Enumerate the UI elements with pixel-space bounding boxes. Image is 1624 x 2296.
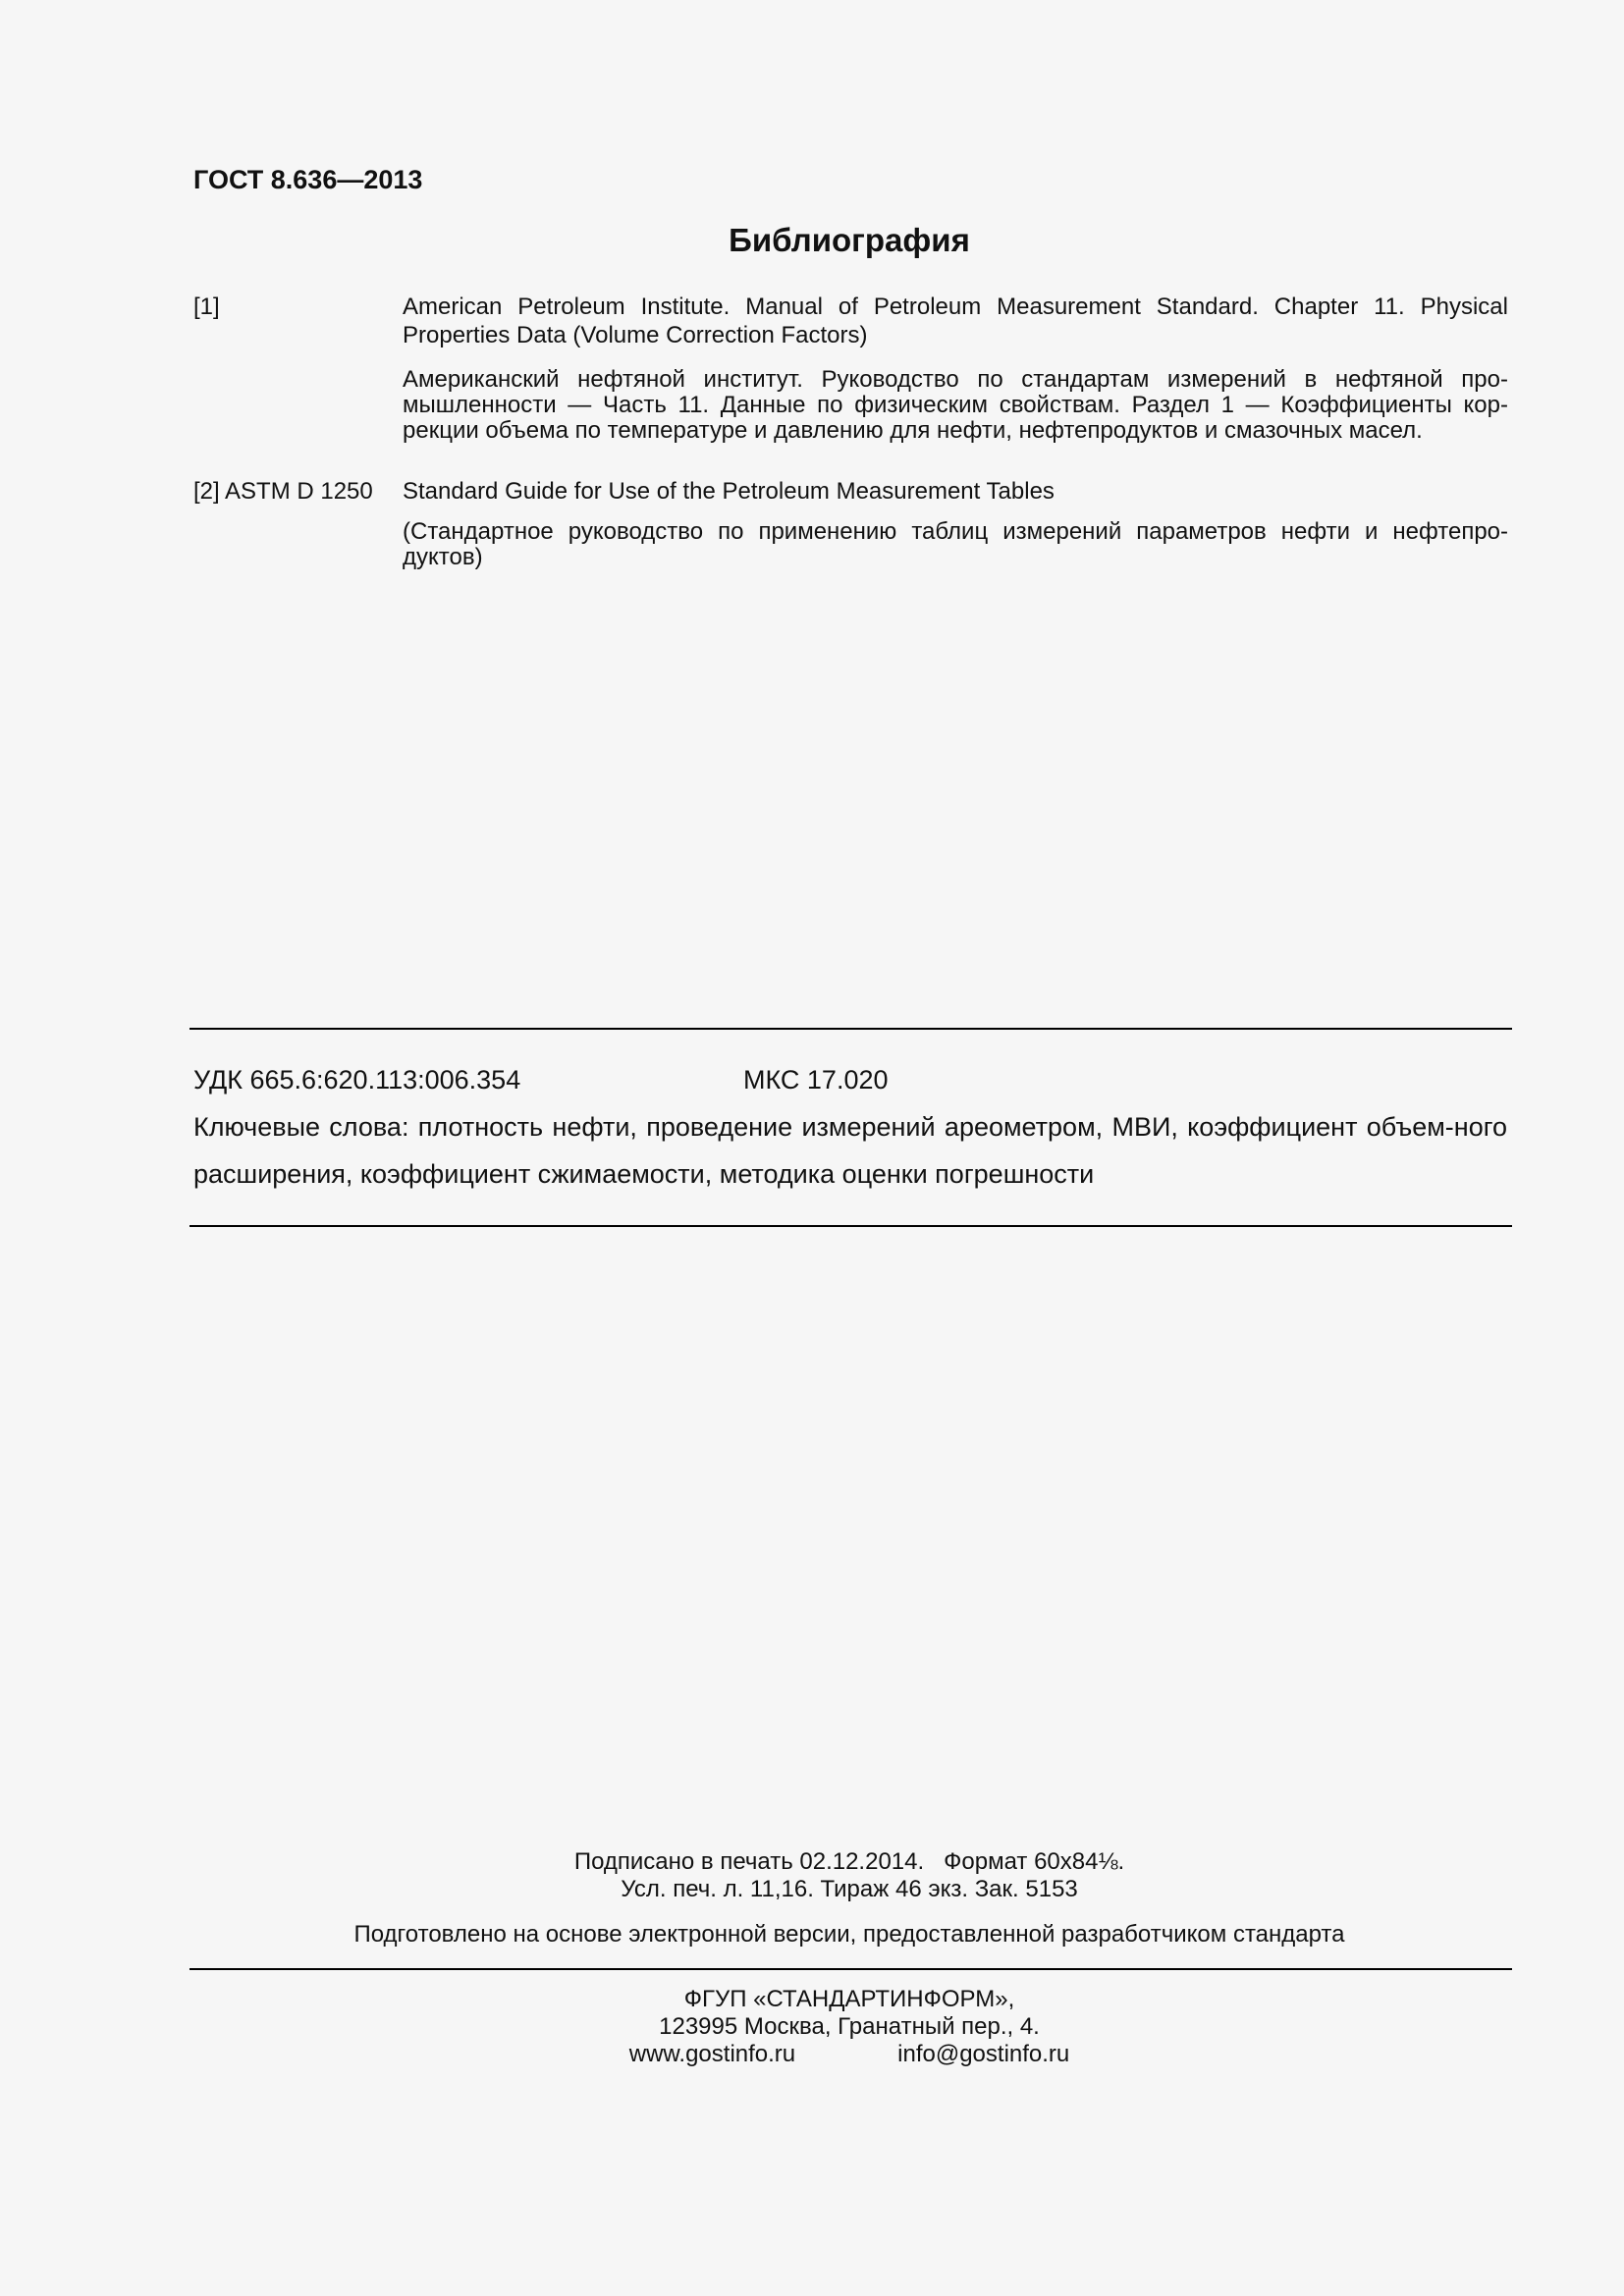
section-title: Библиография xyxy=(729,222,970,258)
document-code-header: ГОСТ 8.636—2013 xyxy=(193,165,423,194)
signed-for-print: Подписано в печать 02.12.2014. Формат 60x84⅛. xyxy=(573,1848,1125,1875)
bib-entry-2-label: [2] ASTM D 1250 xyxy=(193,478,373,505)
publisher-address: 123995 Москва, Гранатный пер., 4. xyxy=(659,2013,1040,2040)
prepared-note: Подготовлено на основе электронной версии, предоставленной разработчиком стандарта xyxy=(353,1921,1345,1948)
bib-entry-2-title: Standard Guide for Use of the Petroleum Measurement Tables xyxy=(403,478,1055,505)
bib-entry-1-translation: Американский нефтяной институт. Руководство по стандартам измерений в нефтяной про-мышленности — Часть 11. Данные по физическим свойствам. Раздел 1 — Коэффициенты кор-рекции объема по температуре и давлению для нефти, нефтепродуктов и смазочных масел. xyxy=(403,366,1508,444)
publisher-contacts xyxy=(0,2041,1624,2068)
divider-footer xyxy=(189,1968,1512,1970)
udk-code: УДК 665.6:620.113:006.354 xyxy=(193,1065,521,1095)
publisher-website-link[interactable]: www.gostinfo.ru xyxy=(628,2041,796,2067)
publisher-block xyxy=(0,1986,1624,2068)
keywords: Ключевые слова: плотность нефти, проведение измерений ареометром, МВИ, коэффициент объем-ного расширения, коэффициент сжимаемости, методика оценки погрешности xyxy=(193,1112,1507,1189)
mks-code: МКС 17.020 xyxy=(743,1065,889,1095)
divider-bottom xyxy=(189,1225,1512,1227)
divider-top xyxy=(189,1028,1512,1030)
bib-entry-2-translation: (Стандартное руководство по применению таблиц измерений параметров нефти и нефтепро-дуктов) xyxy=(403,518,1508,570)
bib-entry-1-title: American Petroleum Institute. Manual of Petroleum Measurement Standard. Chapter 11. Physical Properties Data (Volume Correction Factors) xyxy=(403,294,1508,348)
imprint-block xyxy=(0,1848,1624,1903)
publisher-name: ФГУП «СТАНДАРТИНФОРМ», xyxy=(683,1986,1015,2012)
bib-entry-1-label: [1] xyxy=(193,294,220,320)
publisher-email-link[interactable]: info@gostinfo.ru xyxy=(897,2041,1070,2067)
print-details: Усл. печ. л. 11,16. Тираж 46 экз. Зак. 5153 xyxy=(621,1876,1078,1902)
